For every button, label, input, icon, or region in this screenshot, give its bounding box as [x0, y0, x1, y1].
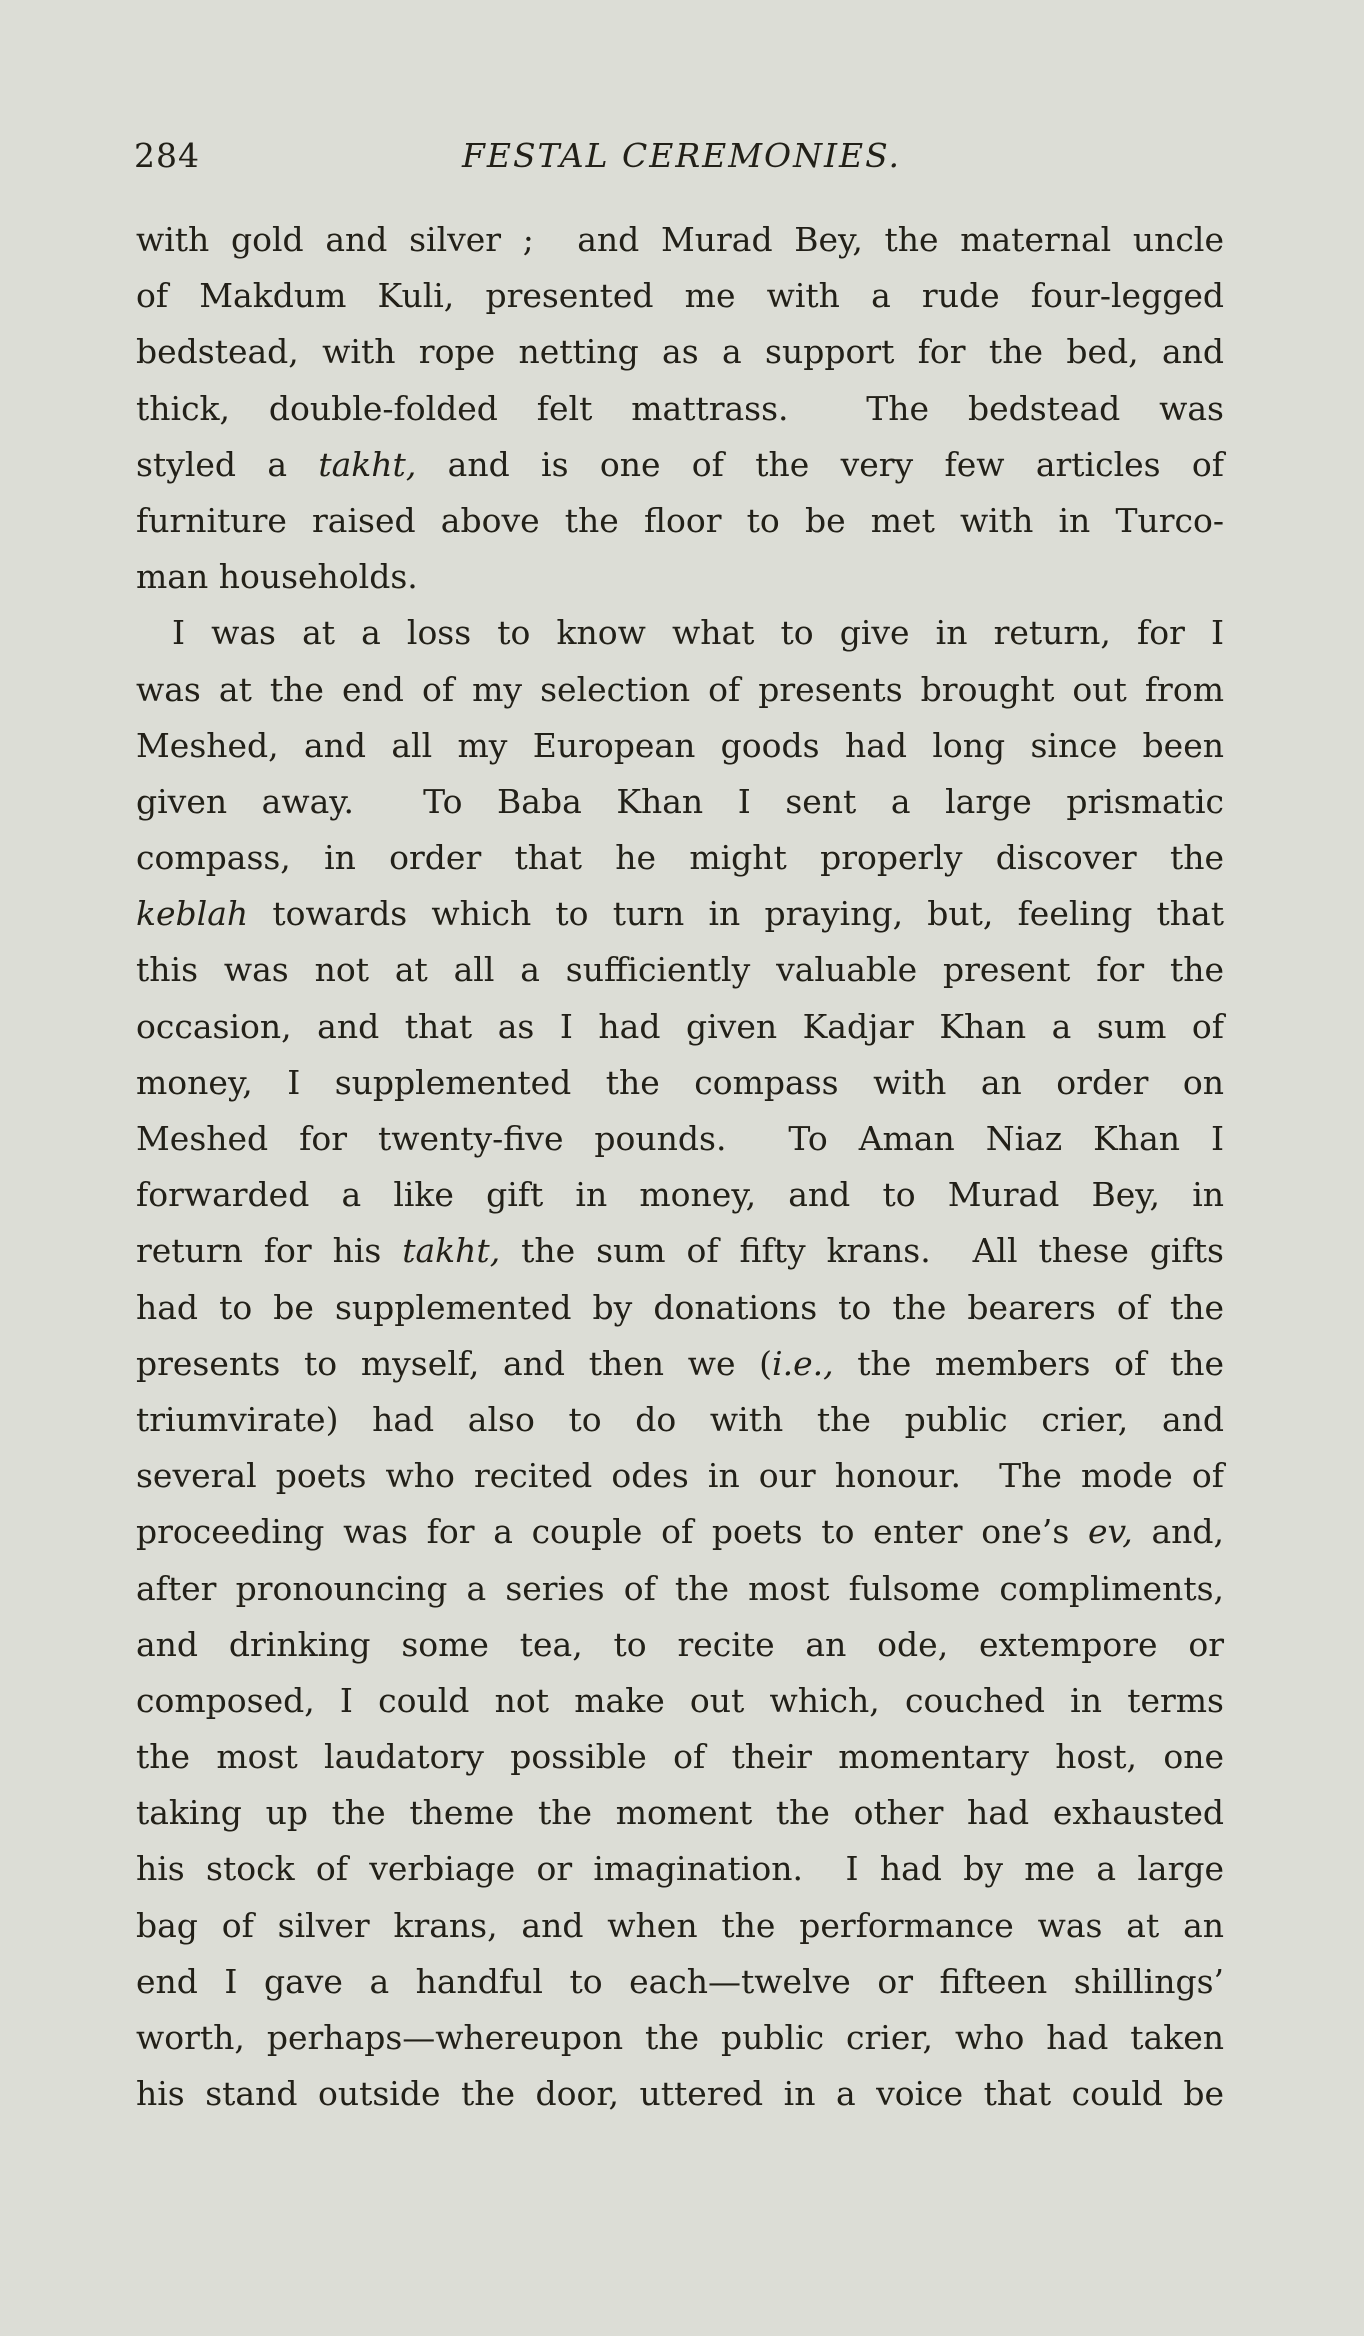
text-segment: the members of the — [833, 1343, 1224, 1383]
text-segment: furniture raised above the floor to be met with in Turco- — [136, 500, 1224, 540]
text-line — [136, 268, 1224, 324]
italic-term: keblah — [136, 894, 249, 934]
italic-term: takht, — [318, 444, 417, 484]
text-line — [136, 549, 1224, 605]
text-segment: triumvirate) had also to do with the public crier, and — [136, 1399, 1224, 1439]
text-segment: end I gave a handful to each—twelve or fifteen shillings’ — [136, 1961, 1224, 2001]
text-segment: man households. — [136, 557, 418, 597]
text-line — [136, 662, 1224, 718]
text-line — [136, 1280, 1224, 1336]
text-segment: composed, I could not make out which, couched in terms — [136, 1680, 1224, 1720]
text-segment: compass, in order that he might properly discover the — [136, 838, 1224, 878]
text-segment: Meshed for twenty-five pounds. To Aman Niaz Khan I — [136, 1119, 1224, 1158]
text-segment: given away. To Baba Khan I sent a large prismatic — [136, 781, 1224, 821]
text-line — [136, 830, 1224, 886]
text-segment: thick, double-folded felt mattrass. The bedstead was — [136, 388, 1224, 428]
text-segment: several poets who recited odes in our honour. The mode of — [136, 1456, 1224, 1496]
text-segment: with gold and silver ; and Murad Bey, the maternal uncle — [136, 220, 1224, 259]
text-segment: forwarded a like gift in money, and to Murad Bey, in — [136, 1175, 1224, 1215]
text-segment: after pronouncing a series of the most fulsome compliments, — [136, 1568, 1224, 1608]
text-segment: occasion, and that as I had given Kadjar Khan a sum of — [136, 1006, 1224, 1046]
text-line — [136, 1617, 1224, 1673]
text-line — [136, 212, 1224, 268]
text-line — [136, 886, 1224, 942]
running-head — [134, 136, 1229, 186]
text-line — [136, 1448, 1224, 1504]
text-line — [136, 718, 1224, 774]
text-segment: this was not at all a sufficiently valuable present for the — [136, 950, 1224, 990]
text-segment: his stand outside the door, uttered in a voice that could be — [136, 2074, 1224, 2114]
text-segment: I was at a loss to know what to give in return, for I — [172, 613, 1224, 653]
body-text — [136, 212, 1224, 2122]
text-line — [136, 1954, 1224, 2010]
text-segment: Meshed, and all my European goods had long since been — [136, 725, 1224, 765]
text-line — [136, 605, 1224, 661]
text-segment: of Makdum Kuli, presented me with a rude four-legged — [136, 276, 1224, 316]
text-line — [136, 2010, 1224, 2066]
text-segment: bedstead, with rope netting as a support for the bed, and — [136, 332, 1224, 372]
running-title: FESTAL CEREMONIES. — [461, 136, 902, 175]
text-line — [136, 1055, 1224, 1111]
text-line — [136, 1673, 1224, 1729]
text-line — [136, 1729, 1224, 1785]
text-line — [136, 493, 1224, 549]
text-segment: and is one of the very few articles of — [416, 444, 1224, 484]
text-line — [136, 1336, 1224, 1392]
text-line — [136, 1504, 1224, 1560]
text-segment: and drinking some tea, to recite an ode, extempore or — [136, 1624, 1224, 1664]
text-line — [136, 1111, 1224, 1167]
text-segment: the most laudatory possible of their momentary host, one — [136, 1737, 1224, 1777]
text-line — [136, 774, 1224, 830]
text-segment: his stock of verbiage or imagination. I had by me a large — [136, 1849, 1224, 1889]
text-segment: was at the end of my selection of presents brought out from — [136, 669, 1224, 709]
text-line — [136, 1841, 1224, 1897]
text-segment: taking up the theme the moment the other had exhausted — [136, 1793, 1224, 1833]
italic-term: ev, — [1087, 1512, 1133, 1552]
text-line — [136, 1392, 1224, 1448]
text-segment: had to be supplemented by donations to the bearers of the — [136, 1287, 1224, 1327]
text-segment: worth, perhaps—whereupon the public crier, who had taken — [136, 2018, 1224, 2057]
text-line — [136, 1167, 1224, 1223]
text-segment: proceeding was for a couple of poets to enter one’s — [136, 1512, 1088, 1552]
text-segment: return for his — [136, 1231, 403, 1271]
text-segment: and, — [1132, 1512, 1224, 1552]
italic-term: i.e., — [772, 1343, 834, 1383]
text-segment: styled a — [136, 444, 319, 484]
text-segment: the sum of fifty krans. All these gifts — [500, 1231, 1224, 1271]
italic-term: takht, — [402, 1231, 501, 1271]
text-line — [136, 437, 1224, 493]
page-number: 284 — [134, 136, 200, 175]
text-segment: money, I supplemented the compass with an order on — [136, 1062, 1224, 1102]
text-line — [136, 381, 1224, 437]
text-line — [136, 1785, 1224, 1841]
text-line — [136, 1223, 1224, 1279]
text-line — [136, 1561, 1224, 1617]
text-line — [136, 942, 1224, 998]
text-line — [136, 2066, 1224, 2122]
text-segment: towards which to turn in praying, but, feeling that — [248, 894, 1224, 934]
text-line — [136, 1898, 1224, 1954]
text-segment: bag of silver krans, and when the performance was at an — [136, 1905, 1224, 1945]
text-segment: presents to myself, and then we ( — [136, 1343, 773, 1383]
text-line — [136, 999, 1224, 1055]
text-line — [136, 324, 1224, 380]
